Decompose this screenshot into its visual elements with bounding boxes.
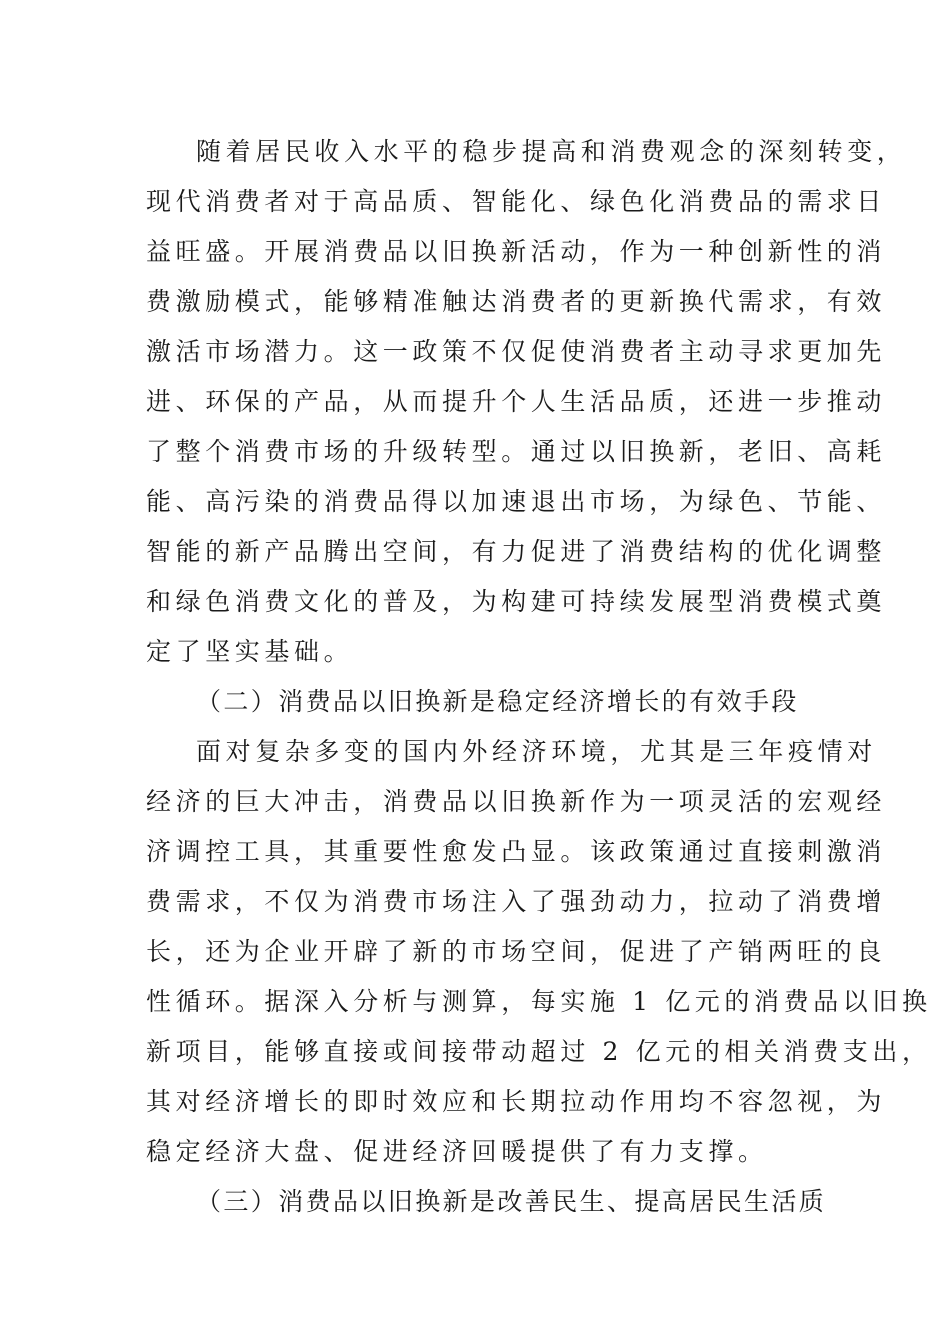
- paragraph-2-line-9: 稳定经济大盘、促进经济回暖提供了有力支撑。: [146, 1137, 768, 1166]
- paragraph-1-line-5: 激活市场潜力。这一政策不仅促使消费者主动寻求更加先: [146, 337, 887, 366]
- section-heading-3: （三）消费品以旧换新是改善民生、提高居民生活质: [196, 1187, 827, 1216]
- paragraph-2-line-5: 长，还为企业开辟了新的市场空间，促进了产销两旺的良: [146, 937, 887, 966]
- paragraph-1-line-2: 现代消费者对于高品质、智能化、绿色化消费品的需求日: [146, 187, 887, 216]
- paragraph-2-line-4: 费需求，不仅为消费市场注入了强劲动力，拉动了消费增: [146, 887, 887, 916]
- paragraph-1-line-10: 和绿色消费文化的普及，为构建可持续发展型消费模式奠: [146, 587, 887, 616]
- section-heading-2: （二）消费品以旧换新是稳定经济增长的有效手段: [196, 687, 799, 716]
- paragraph-2-line-1: 面对复杂多变的国内外经济环境，尤其是三年疫情对: [196, 737, 877, 766]
- paragraph-2-line-6: 性循环。据深入分析与测算，每实施 1 亿元的消费品以旧换: [146, 987, 932, 1016]
- paragraph-1-line-1: 随着居民收入水平的稳步提高和消费观念的深刻转变，: [196, 137, 907, 166]
- paragraph-2-line-3: 济调控工具，其重要性愈发凸显。该政策通过直接刺激消: [146, 837, 887, 866]
- paragraph-1-line-3: 益旺盛。开展消费品以旧换新活动，作为一种创新性的消: [146, 237, 887, 266]
- paragraph-1-line-6: 进、环保的产品，从而提升个人生活品质，还进一步推动: [146, 387, 887, 416]
- paragraph-1-line-9: 智能的新产品腾出空间，有力促进了消费结构的优化调整: [146, 537, 887, 566]
- paragraph-1-line-4: 费激励模式，能够精准触达消费者的更新换代需求，有效: [146, 287, 887, 316]
- paragraph-1-line-8: 能、高污染的消费品得以加速退出市场，为绿色、节能、: [146, 487, 887, 516]
- paragraph-1-line-11: 定了坚实基础。: [146, 637, 354, 666]
- paragraph-2-line-8: 其对经济增长的即时效应和长期拉动作用均不容忽视，为: [146, 1087, 887, 1116]
- paragraph-1-line-7: 了整个消费市场的升级转型。通过以旧换新，老旧、高耗: [146, 437, 887, 466]
- paragraph-2-line-2: 经济的巨大冲击，消费品以旧换新作为一项灵活的宏观经: [146, 787, 887, 816]
- paragraph-2-line-7: 新项目，能够直接或间接带动超过 2 亿元的相关消费支出，: [146, 1037, 932, 1066]
